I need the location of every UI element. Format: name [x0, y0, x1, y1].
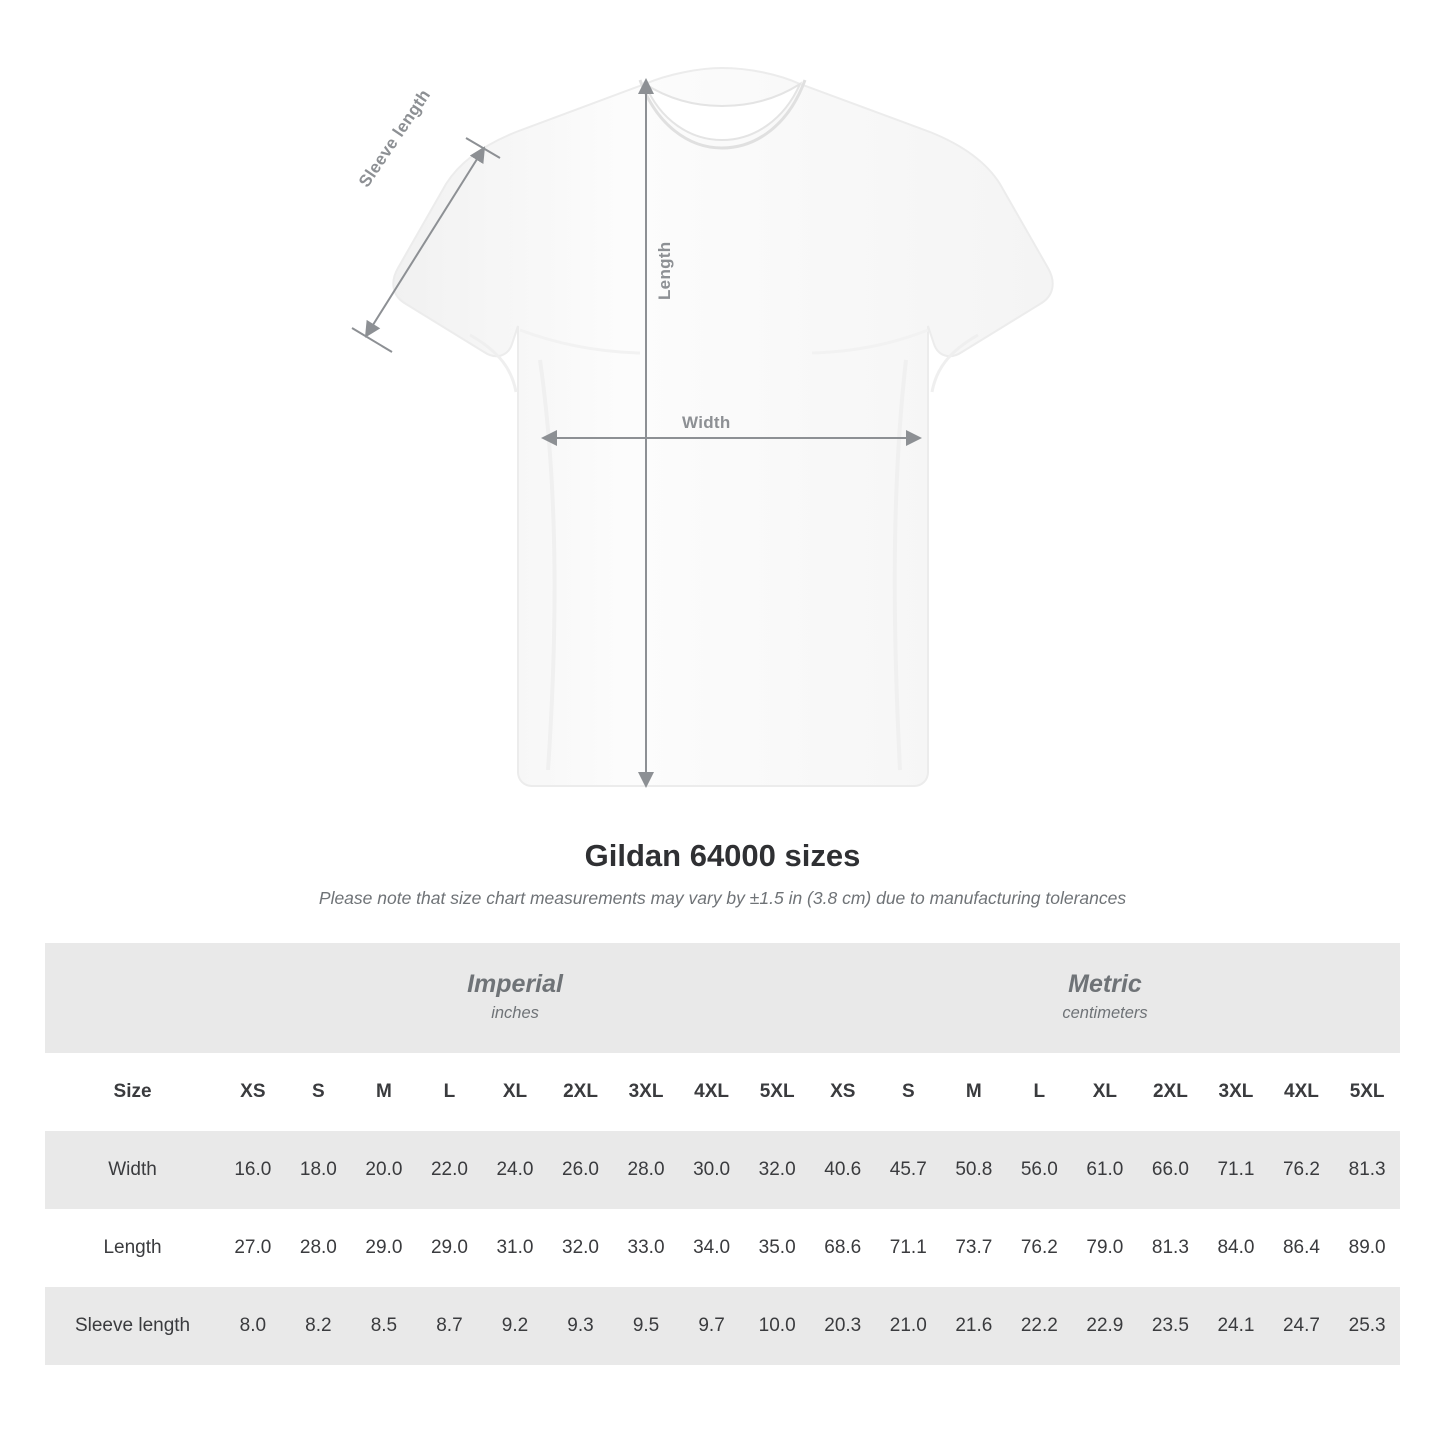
- size-header-row: [45, 1053, 1400, 1131]
- cell-sleeve: 8.0: [220, 1287, 286, 1365]
- size-col-header: L: [1007, 1053, 1073, 1131]
- row-header-sleeve-length: Sleeve length: [45, 1287, 220, 1365]
- sleeve-length-label: Sleeve length: [355, 85, 435, 191]
- cell-width: 40.6: [810, 1131, 876, 1209]
- size-col-header: 3XL: [1203, 1053, 1269, 1131]
- size-table-wrapper: [0, 943, 1445, 1365]
- size-col-header: M: [351, 1053, 417, 1131]
- cell-width: 20.0: [351, 1131, 417, 1209]
- cell-length: 29.0: [351, 1209, 417, 1287]
- cell-width: 56.0: [1007, 1131, 1073, 1209]
- cell-sleeve: 9.5: [613, 1287, 679, 1365]
- cell-sleeve: 22.2: [1007, 1287, 1073, 1365]
- unit-name-imperial: Imperial: [467, 970, 563, 999]
- unit-header-row: [45, 943, 1400, 1053]
- table-row: [45, 1209, 1400, 1287]
- cell-sleeve: 8.2: [286, 1287, 352, 1365]
- cell-sleeve: 8.7: [417, 1287, 483, 1365]
- size-table: [45, 943, 1400, 1365]
- cell-length: 76.2: [1007, 1209, 1073, 1287]
- cell-length: 86.4: [1269, 1209, 1335, 1287]
- chart-heading: [0, 838, 1445, 909]
- size-col-header: 3XL: [613, 1053, 679, 1131]
- size-col-header: S: [876, 1053, 942, 1131]
- cell-sleeve: 10.0: [744, 1287, 810, 1365]
- size-col-header: S: [286, 1053, 352, 1131]
- cell-length: 27.0: [220, 1209, 286, 1287]
- cell-width: 76.2: [1269, 1131, 1335, 1209]
- size-col-header: 5XL: [1334, 1053, 1400, 1131]
- cell-length: 29.0: [417, 1209, 483, 1287]
- size-col-header: 4XL: [1269, 1053, 1335, 1131]
- size-col-header: XL: [1072, 1053, 1138, 1131]
- cell-width: 66.0: [1138, 1131, 1204, 1209]
- cell-width: 26.0: [548, 1131, 614, 1209]
- cell-length: 31.0: [482, 1209, 548, 1287]
- cell-width: 81.3: [1334, 1131, 1400, 1209]
- cell-sleeve: 21.6: [941, 1287, 1007, 1365]
- cell-width: 30.0: [679, 1131, 745, 1209]
- cell-length: 68.6: [810, 1209, 876, 1287]
- page-title: Gildan 64000 sizes: [584, 838, 861, 873]
- cell-sleeve: 20.3: [810, 1287, 876, 1365]
- cell-length: 34.0: [679, 1209, 745, 1287]
- size-col-header: 2XL: [548, 1053, 614, 1131]
- cell-sleeve: 25.3: [1334, 1287, 1400, 1365]
- cell-width: 22.0: [417, 1131, 483, 1209]
- row-header-length: Length: [45, 1209, 220, 1287]
- cell-sleeve: 21.0: [876, 1287, 942, 1365]
- size-col-header: XS: [810, 1053, 876, 1131]
- size-col-header: 4XL: [679, 1053, 745, 1131]
- cell-length: 28.0: [286, 1209, 352, 1287]
- cell-width: 45.7: [876, 1131, 942, 1209]
- tolerance-note: Please note that size chart measurements may vary by ±1.5 in (3.8 cm) due to manufacturing tolerances: [318, 888, 1127, 908]
- cell-length: 89.0: [1334, 1209, 1400, 1287]
- cell-length: 73.7: [941, 1209, 1007, 1287]
- cell-sleeve: 9.7: [679, 1287, 745, 1365]
- cell-width: 16.0: [220, 1131, 286, 1209]
- unit-sub-imperial: inches: [491, 1004, 539, 1023]
- cell-length: 33.0: [613, 1209, 679, 1287]
- unit-name-metric: Metric: [1068, 970, 1142, 999]
- unit-sub-metric: centimeters: [1062, 1004, 1148, 1023]
- cell-length: 32.0: [548, 1209, 614, 1287]
- size-col-header: 5XL: [744, 1053, 810, 1131]
- cell-width: 32.0: [744, 1131, 810, 1209]
- cell-sleeve: 22.9: [1072, 1287, 1138, 1365]
- cell-length: 35.0: [744, 1209, 810, 1287]
- cell-sleeve: 9.2: [482, 1287, 548, 1365]
- cell-length: 81.3: [1138, 1209, 1204, 1287]
- size-col-header: L: [417, 1053, 483, 1131]
- cell-length: 71.1: [876, 1209, 942, 1287]
- cell-length: 84.0: [1203, 1209, 1269, 1287]
- cell-sleeve: 24.7: [1269, 1287, 1335, 1365]
- cell-width: 50.8: [941, 1131, 1007, 1209]
- cell-width: 61.0: [1072, 1131, 1138, 1209]
- size-col-header: XS: [220, 1053, 286, 1131]
- size-col-header: XL: [482, 1053, 548, 1131]
- length-label: Length: [655, 241, 674, 300]
- cell-width: 18.0: [286, 1131, 352, 1209]
- width-label: Width: [682, 413, 731, 432]
- unit-group-metric: [810, 943, 1400, 1053]
- size-col-header: M: [941, 1053, 1007, 1131]
- cell-width: 71.1: [1203, 1131, 1269, 1209]
- unit-header-spacer: [45, 943, 220, 1053]
- row-header-width: Width: [45, 1131, 220, 1209]
- cell-sleeve: 9.3: [548, 1287, 614, 1365]
- size-col-header: 2XL: [1138, 1053, 1204, 1131]
- cell-sleeve: 8.5: [351, 1287, 417, 1365]
- cell-length: 79.0: [1072, 1209, 1138, 1287]
- cell-sleeve: 24.1: [1203, 1287, 1269, 1365]
- row-header-size: Size: [45, 1053, 220, 1131]
- cell-width: 28.0: [613, 1131, 679, 1209]
- cell-sleeve: 23.5: [1138, 1287, 1204, 1365]
- cell-width: 24.0: [482, 1131, 548, 1209]
- table-row: [45, 1131, 1400, 1209]
- unit-group-imperial: [220, 943, 810, 1053]
- table-row: [45, 1287, 1400, 1365]
